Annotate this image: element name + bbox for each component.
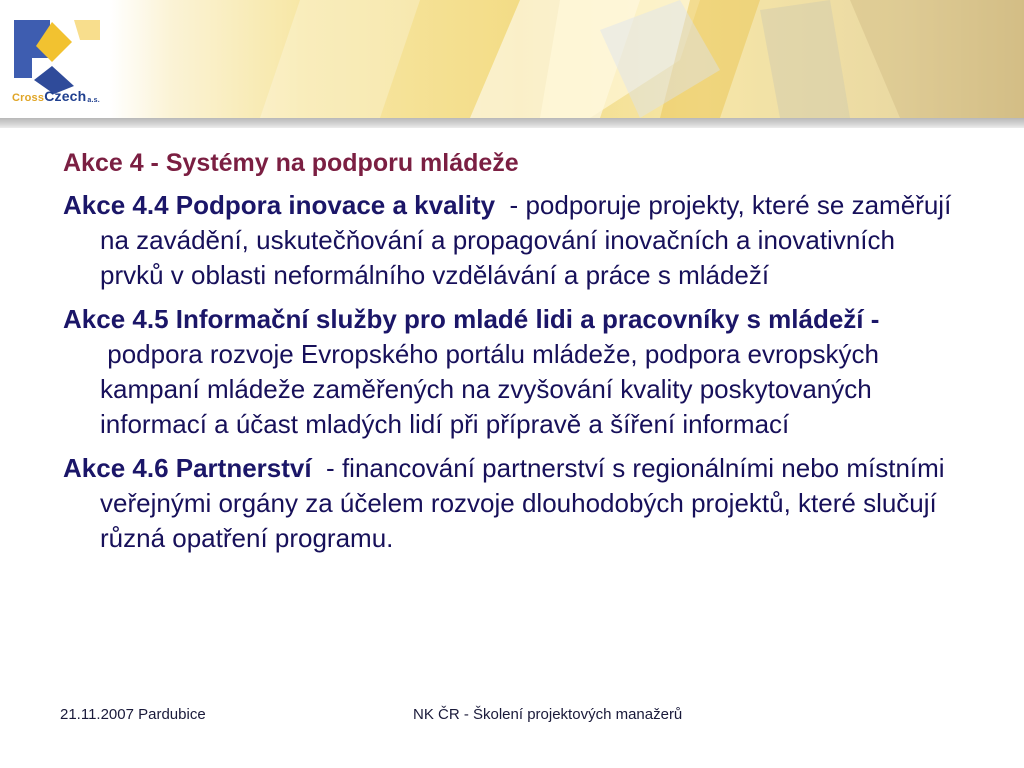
- logo-word-cross: Cross: [12, 92, 45, 104]
- footer-center-text: NK ČR - Školení projektových manažerů: [413, 706, 683, 723]
- action-entry-4-4: [63, 188, 963, 293]
- slide-header: [0, 0, 1024, 118]
- header-divider: [0, 118, 1024, 128]
- action-entry-4-5: [63, 302, 963, 442]
- action-entry-separator: -: [311, 453, 342, 483]
- action-entry-separator: -: [495, 190, 526, 220]
- slide-content: [63, 148, 963, 565]
- action-entry-text: financování partnerství s regionálními nebo místními veřejnými orgány za účelem rozvoje dlouhodobých projektů, které slučují různá opatření programu.: [100, 453, 945, 553]
- logo-wordmark: [12, 88, 100, 104]
- slide-title: Akce 4 - Systémy na podporu mládeže: [63, 149, 519, 177]
- action-entry-text: podporuje projekty, které se zaměřují na zavádění, uskutečňování a propagování inovačních a inovativních prvků v oblasti neformálního vzdělávání a práce s mládeží: [100, 190, 952, 290]
- action-entry-heading: Akce 4.4 Podpora inovace a kvality: [63, 190, 496, 220]
- logo-suffix: a.s.: [87, 97, 100, 104]
- logo-word-czech: Czech: [44, 88, 87, 104]
- header-banner-art: [0, 0, 1024, 118]
- action-entry-heading: Akce 4.6 Partnerství: [63, 453, 312, 483]
- action-entry-heading: Akce 4.5 Informační služby pro mladé lidi a pracovníky s mládeží -: [63, 304, 880, 334]
- action-entry-text: podpora rozvoje Evropského portálu mládeže, podpora evropských kampaní mládeže zaměřených na zvyšování kvality poskytovaných informací a účast mladých lidí při přípravě a šíření informací: [100, 339, 880, 439]
- action-entry-4-6: [63, 451, 963, 556]
- footer-date-place: 21.11.2007 Pardubice: [60, 706, 206, 723]
